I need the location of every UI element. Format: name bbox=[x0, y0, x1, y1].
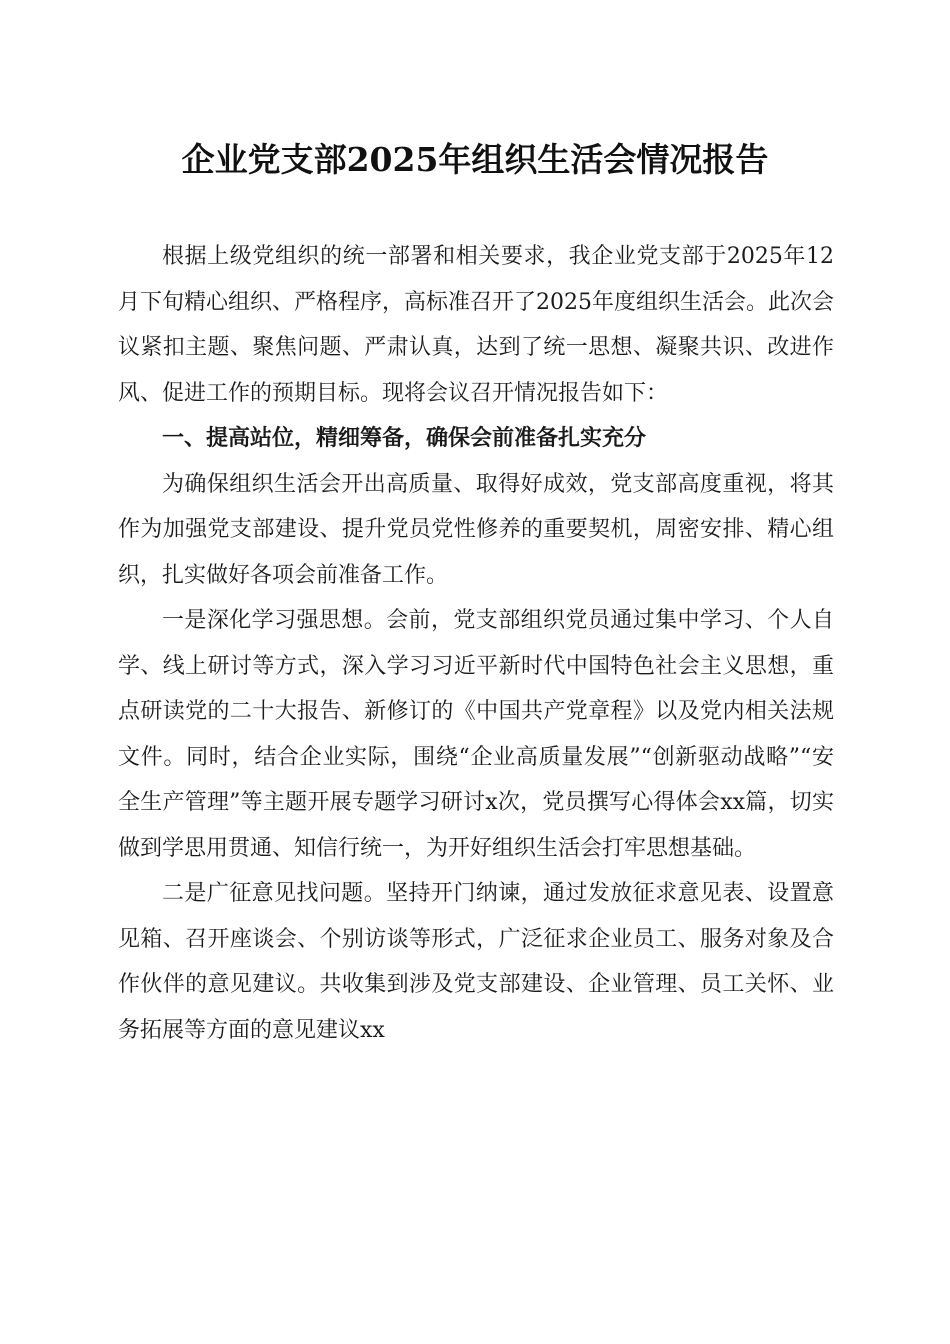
point-text-2: 坚持开门纳谏，通过发放征求意见表、设置意见箱、召开座谈会、个别访谈等形式，广泛征求企业员工、服务对象及合作伙伴的意见建议。共收集到涉及党支部建设、企业管理、员工关怀、业务拓展等方面的意见建议xx bbox=[118, 881, 834, 1043]
document-title: 企业党支部2025年组织生活会情况报告 bbox=[181, 140, 769, 179]
document-body bbox=[118, 234, 834, 1053]
section-heading: 一、提高站位，精细筹备，确保会前准备扎实充分 bbox=[162, 426, 647, 451]
section-paragraph: 为确保组织生活会开出高质量、取得好成效，党支部高度重视，将其作为加强党支部建设、提升党员党性修养的重要契机，周密安排、精心组织，扎实做好各项会前准备工作。 bbox=[118, 471, 834, 588]
point-paragraph-2 bbox=[118, 871, 834, 1053]
point-text-1: 会前，党支部组织党员通过集中学习、个人自学、线上研讨等方式，深入学习习近平新时代中国特色社会主义思想，重点研读党的二十大报告、新修订的《中国共产党章程》以及党内相关法规文件。同时，结合企业实际，围绕“企业高质量发展”“创新驱动战略”“安全生产管理”等主题开展专题学习研讨x次，党员撰写心得体会xx篇，切实做到学思用贯通、知信行统一，为开好组织生活会打牢思想基础。 bbox=[118, 608, 834, 861]
point-lead-2: 二是广征意见找问题。 bbox=[162, 881, 387, 906]
intro-paragraph: 根据上级党组织的统一部署和相关要求，我企业党支部于2025年12月下旬精心组织、严格程序，高标准召开了2025年度组织生活会。此次会议紧扣主题、聚焦问题、严肃认真，达到了统一思想、凝聚共识、改进作风、促进工作的预期目标。现将会议召开情况报告如下： bbox=[118, 244, 835, 406]
point-paragraph-1 bbox=[118, 598, 834, 871]
point-lead-1: 一是深化学习强思想。 bbox=[162, 608, 387, 633]
